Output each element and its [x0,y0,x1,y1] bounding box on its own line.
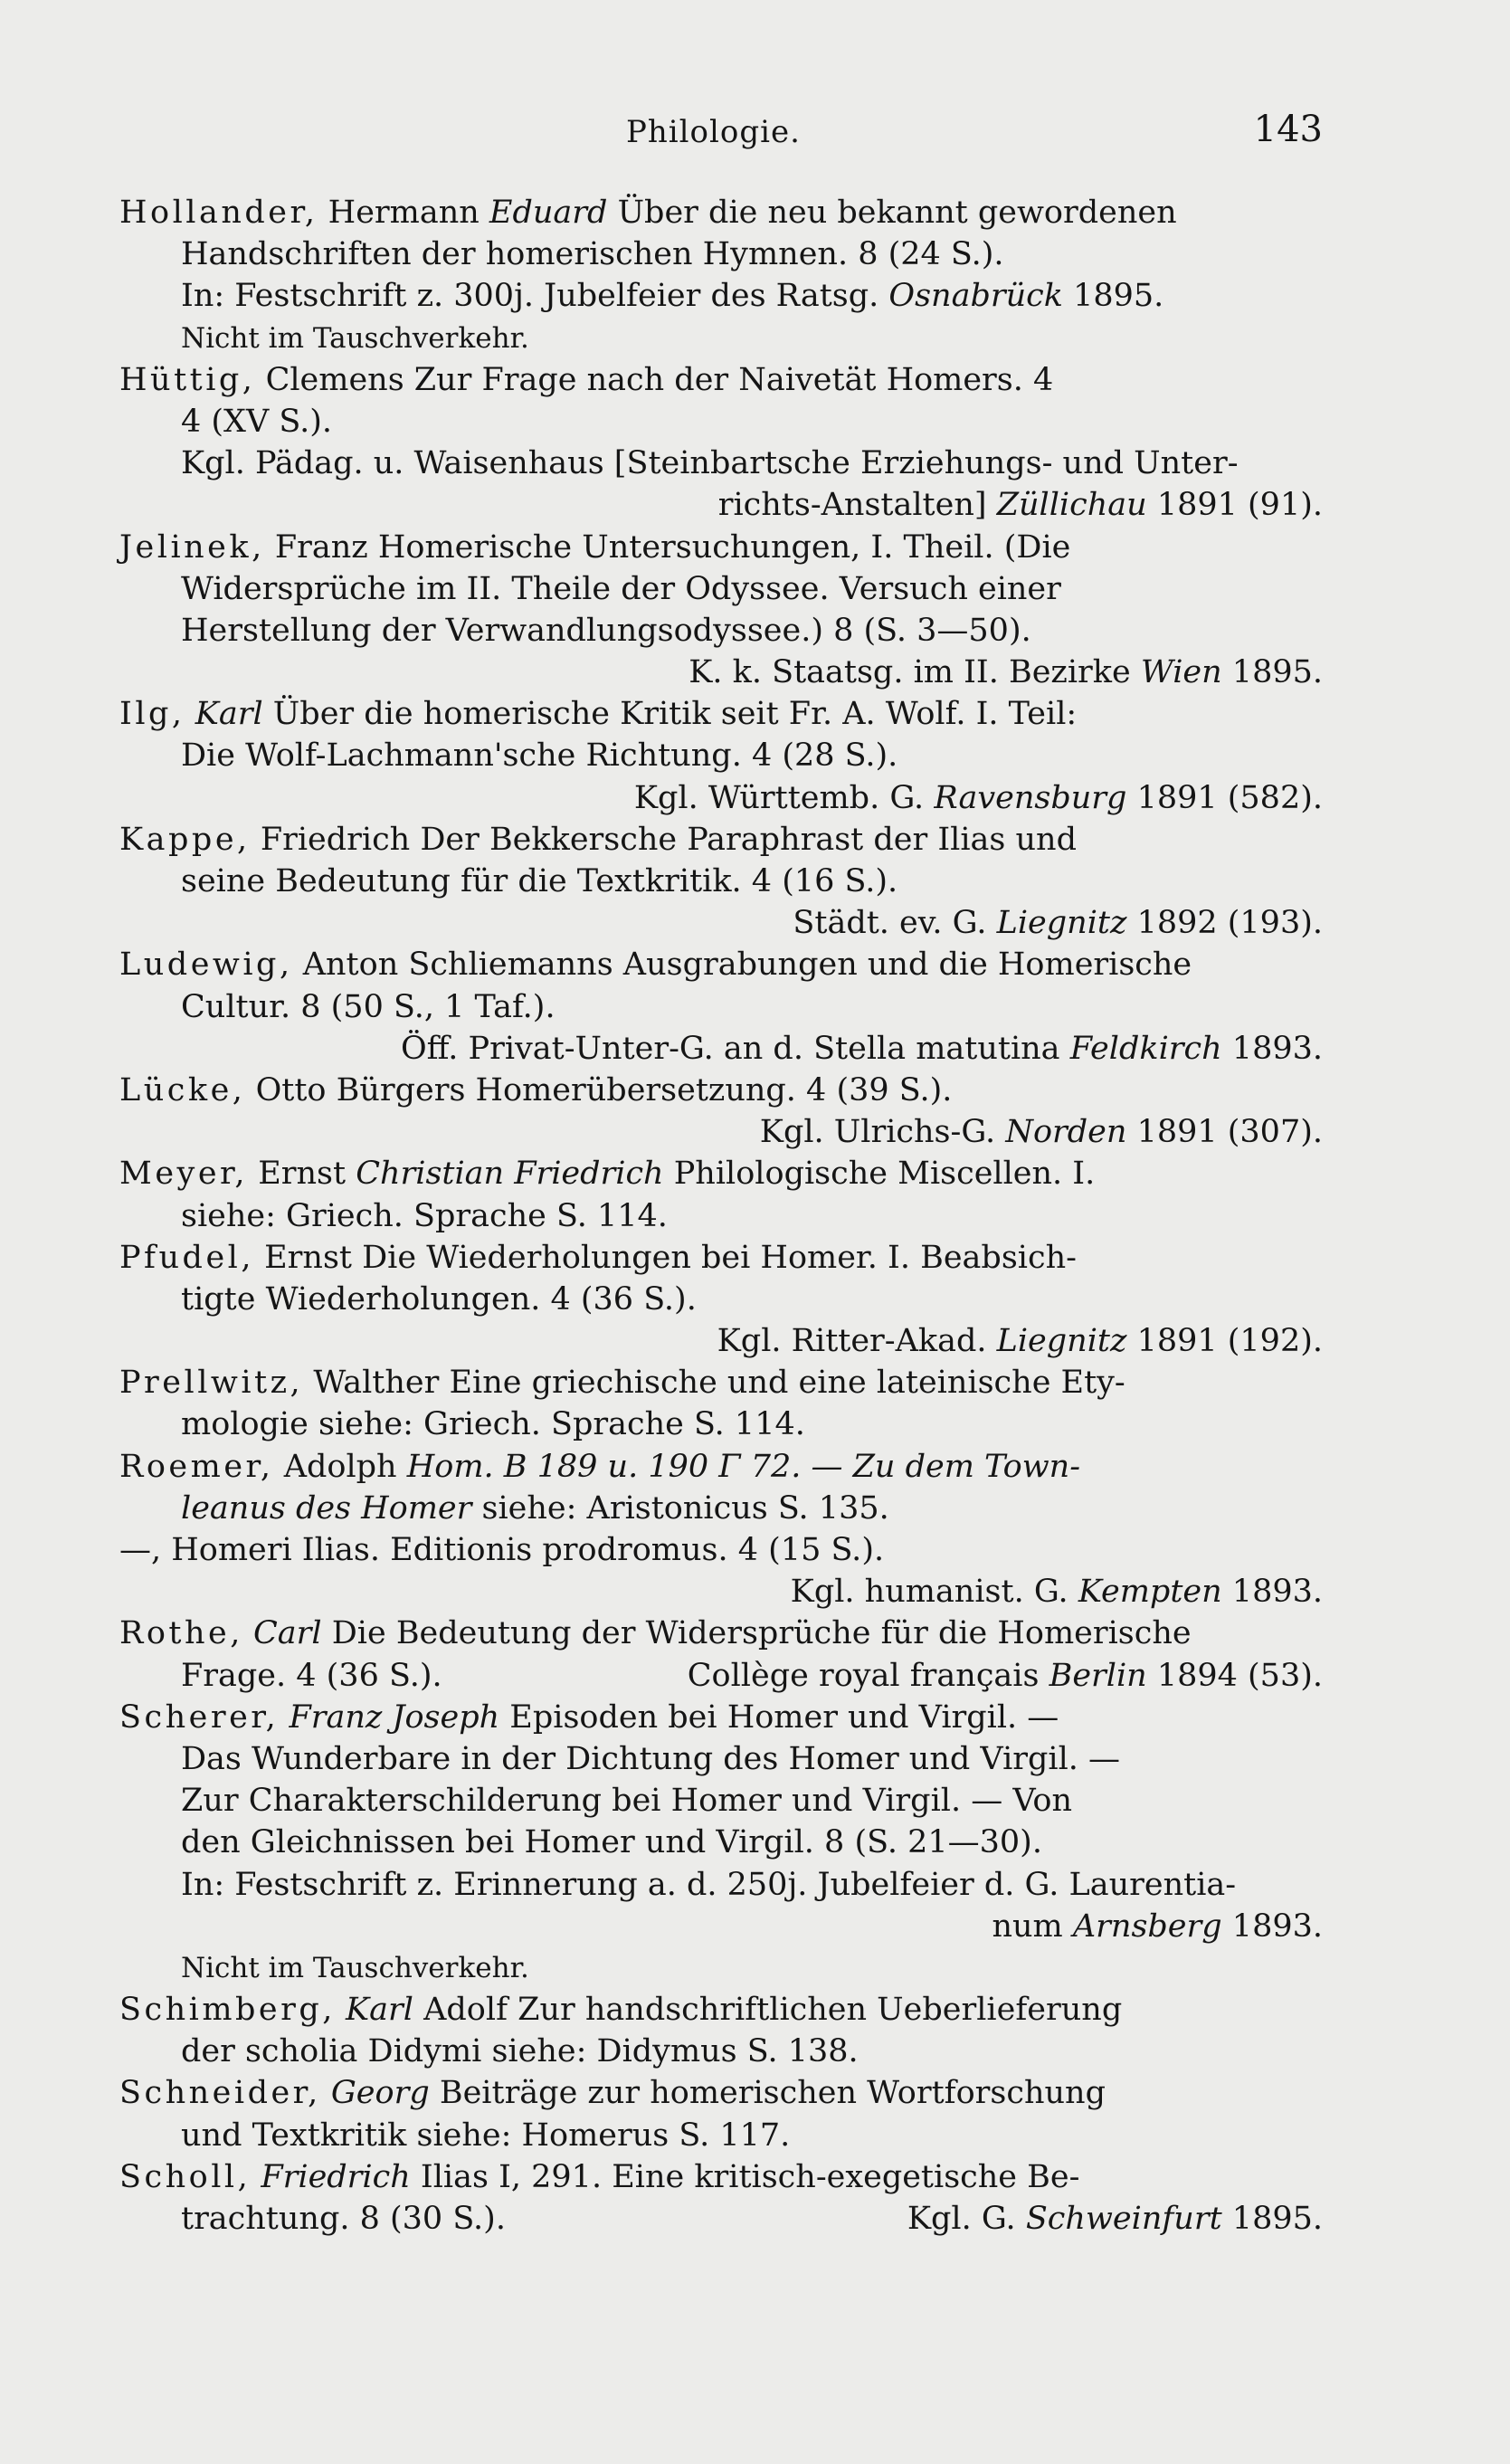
page-number: 143 [1253,109,1323,150]
entry-scholl-line-2: trachtung. 8 (30 S.). Kgl. G. Schweinfurt 1895. [181,2201,1323,2237]
entry-roemer-line-3: —, Homeri Ilias. Editionis prodromus. 4 (15 S.). [119,1532,885,1568]
entry-jelinek-line-1: Jelinek, Franz Homerische Untersuchungen, I. Theil. (Die [119,528,1071,566]
author-surname: Roemer, [119,1448,274,1485]
entry-huettig-line-2: 4 (XV S.). [181,403,333,440]
entry-jelinek-line-2: Widersprüche im II. Theile der Odyssee. Versuch einer [181,570,1061,607]
entry-schimberg-line-2: der scholia Didymi siehe: Didymus S. 138. [181,2033,859,2070]
author-surname: Schneider, [119,2075,321,2112]
author-surname: Hollander, [119,195,318,231]
entry-ludewig-line-1: Ludewig, Anton Schliemanns Ausgrabungen und die Homerische [119,947,1192,984]
entry-hollander-line-4: Nicht im Tauschverkehr. [181,321,529,355]
entry-roemer-line-1: Roemer, Adolph Hom. B 189 u. 190 Γ 72. — Zu dem Town- [119,1448,1081,1485]
entry-ilg-line-2: Die Wolf-Lachmann'sche Richtung. 4 (28 S.). [181,737,898,775]
entry-pfudel-line-1: Pfudel, Ernst Die Wiederholungen bei Homer. I. Beabsich- [119,1239,1077,1276]
entry-kappe-line-3: Städt. ev. G. Liegnitz 1892 (193). [793,905,1323,942]
entry-scherer-line-7: Nicht im Tauschverkehr. [181,1951,529,1984]
entry-kappe-line-2: seine Bedeutung für die Textkritik. 4 (16 S.). [181,863,898,899]
author-surname: Pfudel, [119,1239,254,1276]
entry-scherer-line-1: Scherer, Franz Joseph Episoden bei Homer und Virgil. — [119,1698,1059,1736]
author-surname: Kappe, [119,821,251,858]
entry-roemer-line-2: leanus des Homer siehe: Aristonicus S. 135. [181,1489,889,1527]
entry-ilg-line-3: Kgl. Württemb. G. Ravensburg 1891 (582). [633,779,1323,816]
entry-scherer-line-6: num Arnsberg 1893. [992,1907,1323,1945]
entry-huettig-line-3: Kgl. Pädag. u. Waisenhaus [Steinbartsche Erziehungs- und Unter- [181,445,1239,482]
entry-prellwitz-line-1: Prellwitz, Walther Eine griechische und eine lateinische Ety- [119,1365,1125,1402]
entry-ilg-line-1: Ilg, Karl Über die homerische Kritik seit Fr. A. Wolf. I. Teil: [119,696,1078,733]
entry-jelinek-line-4: K. k. Staatsg. im II. Bezirke Wien 1895. [689,654,1323,691]
entry-scherer-line-2: Das Wunderbare in der Dichtung des Homer und Virgil. — [181,1740,1121,1777]
entry-huettig-line-4: richts-Anstalten] Züllichau 1891 (91). [717,487,1323,524]
entry-ludewig-line-3: Öff. Privat-Unter-G. an d. Stella matutina Feldkirch 1893. [400,1030,1323,1067]
author-surname: Ilg, [119,696,185,733]
entry-prellwitz-line-2: mologie siehe: Griech. Sprache S. 114. [181,1406,805,1443]
author-surname: Lücke, [119,1071,246,1108]
author-surname: Jelinek, [119,528,265,566]
entry-hollander-line-1: Hollander, Hermann Eduard Über die neu bekannt gewordenen [119,195,1177,231]
entry-kappe-line-1: Kappe, Friedrich Der Bekkersche Paraphrast der Ilias und [119,821,1077,858]
author-surname: Ludewig, [119,947,293,984]
entry-schneider-line-2: und Textkritik siehe: Homerus S. 117. [181,2117,791,2154]
entry-luecke-line-1: Lücke, Otto Bürgers Homerübersetzung. 4 (39 S.). [119,1071,953,1108]
entry-scholl-line-1: Scholl, Friedrich Ilias I, 291. Eine kritisch-exegetische Be- [119,2158,1080,2195]
author-surname: Hüttig, [119,361,256,398]
entry-roemer-line-4: Kgl. humanist. G. Kempten 1893. [790,1574,1323,1611]
author-surname: Meyer, [119,1156,249,1193]
entry-scherer-line-5: In: Festschrift z. Erinnerung a. d. 250j. Jubelfeier d. G. Laurentia- [181,1866,1237,1903]
author-surname: Rothe, [119,1615,243,1652]
entry-jelinek-line-3: Herstellung der Verwandlungsodyssee.) 8 (S. 3—50). [181,612,1031,649]
entry-rothe-line-2: Frage. 4 (36 S.). Collège royal français Berlin 1894 (53). [181,1657,1323,1694]
bibliography-entries [119,192,1323,2240]
entry-rothe-line-1: Rothe, Carl Die Bedeutung der Widersprüche für die Homerische [119,1615,1192,1652]
entry-hollander-line-2: Handschriften der homerischen Hymnen. 8 (24 S.). [181,236,1004,273]
entry-schneider-line-1: Schneider, Georg Beiträge zur homerischen Wortforschung [119,2075,1106,2112]
entry-pfudel-line-3: Kgl. Ritter-Akad. Liegnitz 1891 (192). [717,1323,1323,1360]
author-surname: Prellwitz, [119,1365,304,1402]
entry-huettig-line-1: Hüttig, Clemens Zur Frage nach der Naivetät Homers. 4 [119,361,1054,398]
running-title: Philologie. [626,114,801,150]
entry-hollander-line-3: In: Festschrift z. 300j. Jubelfeier des Ratsg. Osnabrück 1895. [181,278,1164,315]
author-surname: Schimberg, [119,1992,336,2029]
entry-scherer-line-4: den Gleichnissen bei Homer und Virgil. 8 (S. 21—30). [181,1824,1042,1861]
entry-ludewig-line-2: Cultur. 8 (50 S., 1 Taf.). [181,988,556,1025]
entry-meyer-line-1: Meyer, Ernst Christian Friedrich Philologische Miscellen. I. [119,1156,1096,1193]
page-header [119,109,1323,163]
entry-scherer-line-3: Zur Charakterschilderung bei Homer und Virgil. — Von [181,1783,1073,1820]
entry-schimberg-line-1: Schimberg, Karl Adolf Zur handschriftlichen Ueberlieferung [119,1992,1123,2029]
entry-meyer-line-2: siehe: Griech. Sprache S. 114. [181,1197,668,1234]
author-surname: Scherer, [119,1698,280,1736]
entry-luecke-line-2: Kgl. Ulrichs-G. Norden 1891 (307). [759,1114,1323,1151]
entry-pfudel-line-2: tigte Wiederholungen. 4 (36 S.). [181,1280,697,1318]
author-surname: Scholl, [119,2158,252,2195]
